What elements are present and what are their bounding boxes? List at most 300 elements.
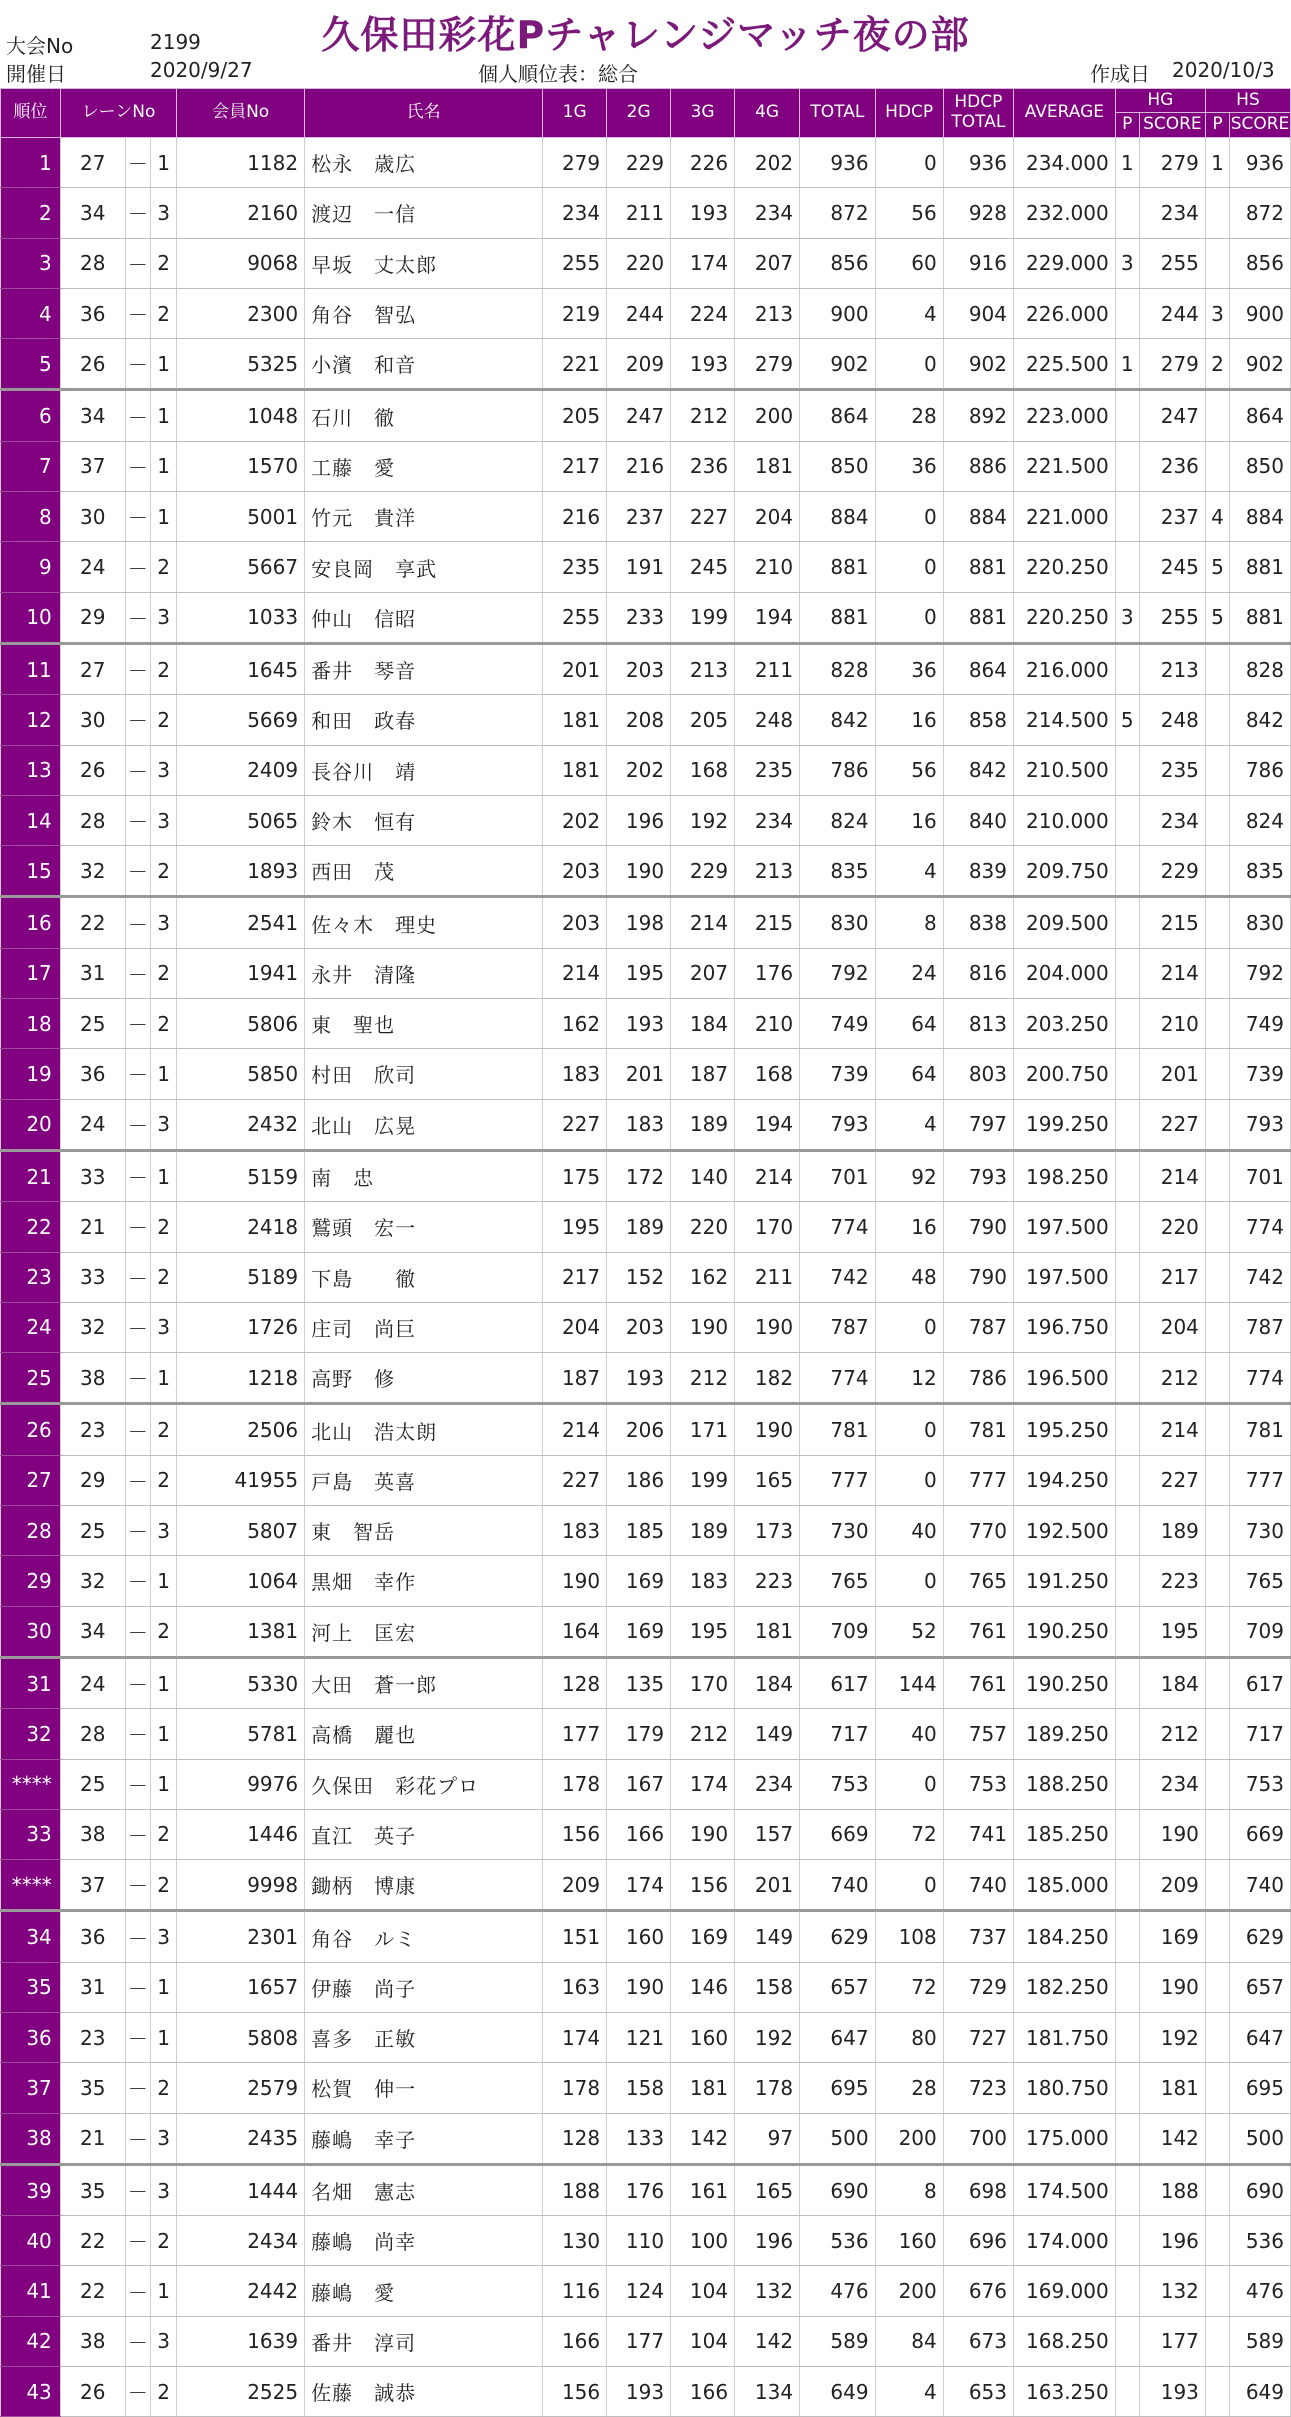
lane-cell: 36 [60,1911,125,1962]
average-cell: 163.250 [1014,2367,1116,2417]
col-total: TOTAL [800,89,876,138]
table-row [1,1353,1291,1404]
average-cell: 210.000 [1014,795,1116,845]
lane-cell: 30 [60,695,125,745]
name-cell: 久保田 彩花プロ [305,1759,543,1809]
hg-place-cell [1115,1099,1139,1150]
name-cell: 村田 欣司 [305,1049,543,1099]
lane-cell: 35 [60,2063,125,2113]
game1-cell: 116 [543,2266,607,2316]
game2-cell: 166 [607,1809,671,1859]
lane-sub-cell: 1 [150,441,176,491]
game4-cell: 235 [735,745,800,795]
lane-sub-cell: 3 [150,2316,176,2366]
hg-place-cell [1115,948,1139,998]
game1-cell: 128 [543,2113,607,2164]
game2-cell: 198 [607,897,671,948]
hdcp-cell: 60 [875,238,943,288]
hs-score-cell: 717 [1230,1709,1291,1759]
hg-place-cell [1115,643,1139,694]
hg-score-cell: 234 [1139,188,1205,238]
hdcp-cell: 64 [875,1049,943,1099]
hdcp-cell: 8 [875,2164,943,2215]
total-cell: 753 [800,1759,876,1809]
lane-dash: － [125,948,150,998]
hg-score-cell: 220 [1139,1202,1205,1252]
rank-cell: 26 [1,1404,61,1455]
hg-score-cell: 279 [1139,138,1205,188]
hs-score-cell: 774 [1230,1353,1291,1404]
name-cell: 喜多 正敏 [305,2012,543,2062]
hg-place-cell [1115,492,1139,542]
game3-cell: 166 [671,2367,735,2417]
hs-place-cell: 4 [1205,492,1229,542]
game3-cell: 140 [671,1150,735,1201]
hs-place-cell [1205,1202,1229,1252]
name-cell: 藤嶋 愛 [305,2266,543,2316]
lane-dash: － [125,1709,150,1759]
hg-score-cell: 212 [1139,1709,1205,1759]
rank-cell: 15 [1,846,61,897]
table-row [1,1049,1291,1099]
name-cell: 藤嶋 幸子 [305,2113,543,2164]
hg-place-cell [1115,846,1139,897]
hdcp-cell: 40 [875,1709,943,1759]
game2-cell: 202 [607,745,671,795]
hs-score-cell: 835 [1230,846,1291,897]
lane-dash: － [125,1252,150,1302]
game2-cell: 190 [607,1962,671,2012]
game2-cell: 237 [607,492,671,542]
hg-place-cell [1115,1606,1139,1657]
total-cell: 777 [800,1455,876,1505]
name-cell: 長谷川 靖 [305,745,543,795]
lane-sub-cell: 1 [150,492,176,542]
hdcp-cell: 0 [875,1556,943,1606]
total-cell: 828 [800,643,876,694]
game2-cell: 201 [607,1049,671,1099]
hs-place-cell [1205,2367,1229,2417]
hs-score-cell: 864 [1230,390,1291,441]
hs-score-cell: 617 [1230,1657,1291,1708]
col-hs: HS [1205,89,1290,113]
lane-sub-cell: 1 [150,1962,176,2012]
lane-dash: － [125,1657,150,1708]
member-no-cell: 1941 [177,948,305,998]
hdcp-total-cell: 813 [943,999,1013,1049]
game2-cell: 211 [607,188,671,238]
table-row [1,2012,1291,2062]
hdcp-total-cell: 729 [943,1962,1013,2012]
game4-cell: 134 [735,2367,800,2417]
hg-place-cell [1115,1202,1139,1252]
game3-cell: 190 [671,1809,735,1859]
hdcp-total-cell: 761 [943,1606,1013,1657]
game1-cell: 214 [543,948,607,998]
hdcp-total-cell: 723 [943,2063,1013,2113]
rank-cell: 28 [1,1506,61,1556]
game4-cell: 196 [735,2216,800,2266]
game1-cell: 174 [543,2012,607,2062]
game1-cell: 221 [543,339,607,390]
lane-dash: － [125,2063,150,2113]
hdcp-cell: 0 [875,1759,943,1809]
hdcp-total-cell: 790 [943,1202,1013,1252]
lane-dash: － [125,2012,150,2062]
hs-place-cell [1205,1606,1229,1657]
lane-cell: 37 [60,441,125,491]
hg-place-cell: 1 [1115,138,1139,188]
member-no-cell: 5667 [177,542,305,592]
lane-sub-cell: 1 [150,1556,176,1606]
hg-score-cell: 223 [1139,1556,1205,1606]
game2-cell: 233 [607,592,671,643]
name-cell: 番井 琴音 [305,643,543,694]
game1-cell: 151 [543,1911,607,1962]
col-hs-score: SCORE [1230,113,1291,138]
hg-place-cell [1115,795,1139,845]
rank-cell: 21 [1,1150,61,1201]
hs-place-cell [1205,795,1229,845]
name-cell: 藤嶋 尚幸 [305,2216,543,2266]
hdcp-total-cell: 884 [943,492,1013,542]
average-cell: 226.000 [1014,288,1116,338]
game1-cell: 219 [543,288,607,338]
member-no-cell: 1182 [177,138,305,188]
lane-sub-cell: 2 [150,695,176,745]
hdcp-total-cell: 787 [943,1302,1013,1352]
hs-score-cell: 900 [1230,288,1291,338]
total-cell: 774 [800,1353,876,1404]
lane-dash: － [125,2164,150,2215]
hs-score-cell: 647 [1230,2012,1291,2062]
lane-dash: － [125,1302,150,1352]
page-title: 久保田彩花Pチャレンジマッチ夜の部 [321,13,970,57]
hdcp-cell: 36 [875,441,943,491]
game1-cell: 279 [543,138,607,188]
hg-place-cell [1115,1962,1139,2012]
col-member: 会員No [177,89,305,138]
game4-cell: 211 [735,1252,800,1302]
game1-cell: 190 [543,1556,607,1606]
table-row [1,1252,1291,1302]
lane-cell: 34 [60,390,125,441]
hdcp-cell: 108 [875,1911,943,1962]
lane-cell: 22 [60,2266,125,2316]
game4-cell: 176 [735,948,800,998]
total-cell: 842 [800,695,876,745]
lane-sub-cell: 2 [150,999,176,1049]
average-cell: 191.250 [1014,1556,1116,1606]
lane-cell: 22 [60,2216,125,2266]
game2-cell: 121 [607,2012,671,2062]
game3-cell: 245 [671,542,735,592]
hs-score-cell: 730 [1230,1506,1291,1556]
hs-score-cell: 774 [1230,1202,1291,1252]
hdcp-total-cell: 902 [943,339,1013,390]
hs-place-cell [1205,1759,1229,1809]
lane-sub-cell: 2 [150,542,176,592]
lane-sub-cell: 1 [150,138,176,188]
rank-cell: 39 [1,2164,61,2215]
hdcp-cell: 72 [875,1962,943,2012]
lane-sub-cell: 2 [150,643,176,694]
average-cell: 168.250 [1014,2316,1116,2366]
hg-place-cell [1115,441,1139,491]
hs-score-cell: 709 [1230,1606,1291,1657]
rank-cell: 17 [1,948,61,998]
lane-sub-cell: 1 [150,1759,176,1809]
game1-cell: 130 [543,2216,607,2266]
game3-cell: 229 [671,846,735,897]
lane-sub-cell: 3 [150,2113,176,2164]
hdcp-total-cell: 892 [943,390,1013,441]
lane-cell: 35 [60,2164,125,2215]
table-row [1,1809,1291,1859]
table-row [1,897,1291,948]
hs-place-cell [1205,441,1229,491]
total-cell: 884 [800,492,876,542]
lane-sub-cell: 1 [150,1709,176,1759]
hs-place-cell [1205,1455,1229,1505]
hs-score-cell: 793 [1230,1099,1291,1150]
hg-place-cell [1115,1049,1139,1099]
hs-score-cell: 902 [1230,339,1291,390]
lane-dash: － [125,1962,150,2012]
hdcp-total-cell: 740 [943,1860,1013,1911]
hs-score-cell: 690 [1230,2164,1291,2215]
average-cell: 216.000 [1014,643,1116,694]
lane-cell: 23 [60,2012,125,2062]
hg-score-cell: 209 [1139,1860,1205,1911]
average-cell: 214.500 [1014,695,1116,745]
rank-cell: 33 [1,1809,61,1859]
col-g4: 4G [735,89,800,138]
member-no-cell: 2160 [177,188,305,238]
game3-cell: 104 [671,2316,735,2366]
rank-cell: 1 [1,138,61,188]
lane-cell: 28 [60,238,125,288]
hs-place-cell: 1 [1205,138,1229,188]
lane-cell: 29 [60,592,125,643]
lane-sub-cell: 2 [150,2216,176,2266]
game1-cell: 255 [543,592,607,643]
game2-cell: 216 [607,441,671,491]
total-cell: 900 [800,288,876,338]
game1-cell: 163 [543,1962,607,2012]
hdcp-cell: 28 [875,390,943,441]
table-row [1,1202,1291,1252]
hg-place-cell [1115,999,1139,1049]
lane-cell: 24 [60,1099,125,1150]
hdcp-total-cell: 858 [943,695,1013,745]
game4-cell: 234 [735,1759,800,1809]
hdcp-total-cell: 781 [943,1404,1013,1455]
hs-score-cell: 792 [1230,948,1291,998]
hg-place-cell [1115,188,1139,238]
hdcp-cell: 0 [875,1302,943,1352]
hdcp-total-cell: 777 [943,1455,1013,1505]
tournament-no-label: 大会No [6,34,74,58]
lane-cell: 23 [60,1404,125,1455]
table-name: 個人順位表：総合 [478,62,638,86]
game3-cell: 199 [671,1455,735,1505]
rank-cell: 31 [1,1657,61,1708]
hs-score-cell: 824 [1230,795,1291,845]
hdcp-cell: 56 [875,188,943,238]
name-cell: 鋤柄 博康 [305,1860,543,1911]
name-cell: 伊藤 尚子 [305,1962,543,2012]
member-no-cell: 2432 [177,1099,305,1150]
game4-cell: 165 [735,2164,800,2215]
total-cell: 709 [800,1606,876,1657]
rank-cell: 30 [1,1606,61,1657]
lane-dash: － [125,1099,150,1150]
hg-score-cell: 201 [1139,1049,1205,1099]
hdcp-total-cell: 727 [943,2012,1013,2062]
rank-cell: **** [1,1759,61,1809]
table-row [1,1455,1291,1505]
name-cell: 高橋 麗也 [305,1709,543,1759]
hdcp-total-cell: 803 [943,1049,1013,1099]
lane-sub-cell: 3 [150,745,176,795]
lane-sub-cell: 2 [150,2063,176,2113]
average-cell: 199.250 [1014,1099,1116,1150]
game4-cell: 204 [735,492,800,542]
hs-score-cell: 657 [1230,1962,1291,2012]
hdcp-cell: 12 [875,1353,943,1404]
rank-cell: 19 [1,1049,61,1099]
hg-score-cell: 234 [1139,1759,1205,1809]
hdcp-cell: 200 [875,2266,943,2316]
hs-score-cell: 787 [1230,1302,1291,1352]
table-row [1,492,1291,542]
game1-cell: 255 [543,238,607,288]
member-no-cell: 9998 [177,1860,305,1911]
average-cell: 204.000 [1014,948,1116,998]
created-date: 2020/10/3 [1172,58,1275,82]
hdcp-total-cell: 928 [943,188,1013,238]
hdcp-total-cell: 790 [943,1252,1013,1302]
rank-cell: 3 [1,238,61,288]
hg-score-cell: 227 [1139,1099,1205,1150]
game2-cell: 193 [607,1353,671,1404]
member-no-cell: 5807 [177,1506,305,1556]
game2-cell: 203 [607,643,671,694]
table-row [1,1709,1291,1759]
hdcp-total-cell: 886 [943,441,1013,491]
game1-cell: 181 [543,695,607,745]
hdcp-cell: 36 [875,643,943,694]
lane-sub-cell: 2 [150,2367,176,2417]
hdcp-total-cell: 904 [943,288,1013,338]
member-no-cell: 2300 [177,288,305,338]
name-cell: 角谷 ルミ [305,1911,543,1962]
game3-cell: 212 [671,1353,735,1404]
name-cell: 庄司 尚巨 [305,1302,543,1352]
hdcp-total-cell: 676 [943,2266,1013,2316]
hdcp-cell: 16 [875,695,943,745]
ranking-table [0,88,1291,2417]
lane-cell: 21 [60,1202,125,1252]
hg-place-cell [1115,2367,1139,2417]
rank-cell: 32 [1,1709,61,1759]
hs-place-cell [1205,1556,1229,1606]
hg-place-cell [1115,1353,1139,1404]
hg-score-cell: 217 [1139,1252,1205,1302]
hdcp-total-cell: 737 [943,1911,1013,1962]
game4-cell: 194 [735,1099,800,1150]
hs-place-cell [1205,2216,1229,2266]
hdcp-cell: 92 [875,1150,943,1201]
hs-score-cell: 872 [1230,188,1291,238]
game3-cell: 193 [671,339,735,390]
game2-cell: 220 [607,238,671,288]
game4-cell: 201 [735,1860,800,1911]
game3-cell: 171 [671,1404,735,1455]
lane-cell: 26 [60,745,125,795]
total-cell: 647 [800,2012,876,2062]
game2-cell: 208 [607,695,671,745]
lane-cell: 31 [60,1962,125,2012]
average-cell: 188.250 [1014,1759,1116,1809]
col-g3: 3G [671,89,735,138]
member-no-cell: 1033 [177,592,305,643]
average-cell: 197.500 [1014,1252,1116,1302]
hs-place-cell [1205,1150,1229,1201]
hdcp-cell: 0 [875,1860,943,1911]
name-cell: 南 忠 [305,1150,543,1201]
hs-place-cell: 5 [1205,542,1229,592]
hg-score-cell: 214 [1139,1404,1205,1455]
lane-cell: 25 [60,999,125,1049]
hdcp-cell: 4 [875,288,943,338]
game1-cell: 202 [543,795,607,845]
game2-cell: 196 [607,795,671,845]
col-hs-p: P [1205,113,1229,138]
lane-sub-cell: 2 [150,1202,176,1252]
total-cell: 730 [800,1506,876,1556]
table-row [1,188,1291,238]
name-cell: 西田 茂 [305,846,543,897]
lane-cell: 32 [60,1556,125,1606]
hs-place-cell [1205,1860,1229,1911]
col-g2: 2G [607,89,671,138]
member-no-cell: 1048 [177,390,305,441]
game1-cell: 217 [543,1252,607,1302]
lane-dash: － [125,795,150,845]
hdcp-total-cell: 839 [943,846,1013,897]
lane-cell: 27 [60,643,125,694]
hs-place-cell [1205,390,1229,441]
hg-score-cell: 255 [1139,592,1205,643]
game2-cell: 183 [607,1099,671,1150]
member-no-cell: 1657 [177,1962,305,2012]
lane-sub-cell: 3 [150,592,176,643]
table-row [1,592,1291,643]
average-cell: 197.500 [1014,1202,1116,1252]
name-cell: 渡辺 一信 [305,188,543,238]
game4-cell: 200 [735,390,800,441]
game4-cell: 234 [735,795,800,845]
hdcp-total-cell: 838 [943,897,1013,948]
average-cell: 195.250 [1014,1404,1116,1455]
hs-score-cell: 740 [1230,1860,1291,1911]
name-cell: 東 聖也 [305,999,543,1049]
hs-place-cell: 5 [1205,592,1229,643]
member-no-cell: 5669 [177,695,305,745]
average-cell: 174.000 [1014,2216,1116,2266]
